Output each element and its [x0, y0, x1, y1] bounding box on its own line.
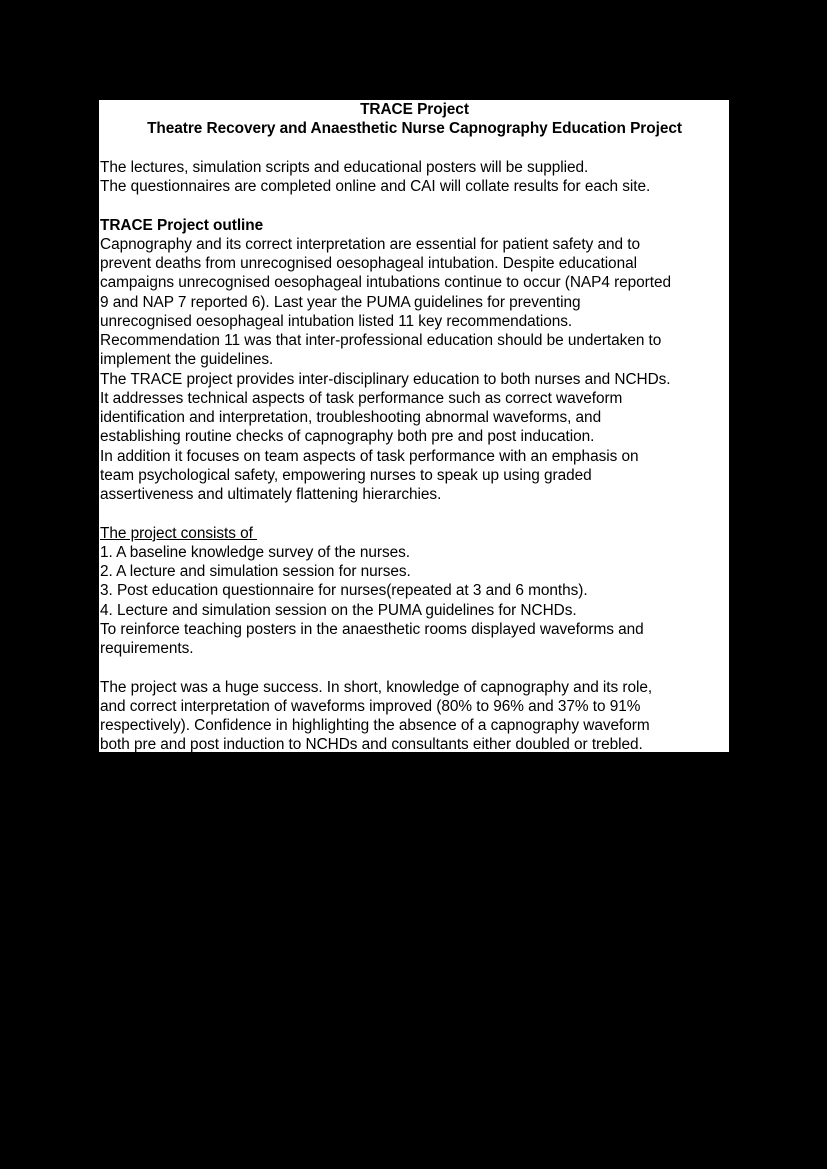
consists-section	[100, 524, 729, 659]
outline-heading: TRACE Project outline	[100, 216, 264, 234]
outline-line: 9 and NAP 7 reported 6). Last year the PUMA guidelines for preventing	[100, 293, 581, 311]
outline-line: implement the guidelines.	[100, 351, 274, 369]
spacer	[100, 658, 729, 677]
results-line: both pre and post induction to NCHDs and consultants either doubled or trebled.	[100, 736, 643, 754]
outline-line: unrecognised oesophageal intubation listed 11 key recommendations.	[100, 312, 573, 330]
intro-line: The questionnaires are completed online and CAI will collate results for each site.	[100, 178, 651, 195]
intro-section	[100, 158, 729, 197]
consists-item: 2. A lecture and simulation session for nurses.	[100, 563, 411, 580]
spacer	[100, 139, 729, 158]
consists-item: 1. A baseline knowledge survey of the nurses.	[100, 543, 411, 561]
consists-item: 4. Lecture and simulation session on the PUMA guidelines for NCHDs.	[100, 601, 577, 619]
intro-line: The lectures, simulation scripts and educational posters will be supplied.	[100, 158, 589, 176]
outline-line: Capnography and its correct interpretation are essential for patient safety and to	[100, 235, 641, 253]
consists-item: To reinforce teaching posters in the anaesthetic rooms displayed waveforms and	[100, 620, 644, 638]
spacer	[100, 196, 729, 215]
outline-line: establishing routine checks of capnography both pre and post inducation.	[100, 428, 595, 446]
document-title: TRACE Project	[360, 101, 469, 118]
outline-line: Recommendation 11 was that inter-professional education should be undertaken to	[100, 332, 662, 349]
results-line: The project was a huge success. In short, knowledge of capnography and its role,	[100, 678, 653, 696]
outline-line: It addresses technical aspects of task performance such as correct waveform	[100, 389, 623, 407]
outline-line: The TRACE project provides inter-disciplinary education to both nurses and NCHDs.	[100, 370, 671, 388]
document-page	[99, 100, 729, 752]
consists-item: 3. Post education questionnaire for nurses(repeated at 3 and 6 months).	[100, 582, 588, 600]
outline-section	[100, 216, 729, 505]
outline-line: identification and interpretation, troubleshooting abnormal waveforms, and	[100, 409, 602, 426]
outline-line: team psychological safety, empowering nurses to speak up using graded	[100, 466, 592, 484]
results-section	[100, 678, 729, 755]
consists-heading: The project consists of	[100, 524, 258, 542]
outline-line: In addition it focuses on team aspects of task performance with an emphasis on	[100, 447, 639, 465]
document-subtitle: Theatre Recovery and Anaesthetic Nurse Capnography Education Project	[147, 120, 682, 138]
spacer	[100, 504, 729, 523]
consists-item: requirements.	[100, 640, 194, 657]
outline-line: prevent deaths from unrecognised oesophageal intubation. Despite educational	[100, 255, 637, 272]
results-line: and correct interpretation of waveforms improved (80% to 96% and 37% to 91%	[100, 697, 641, 715]
results-line: respectively). Confidence in highlighting the absence of a capnography waveform	[100, 717, 650, 734]
outline-line: campaigns unrecognised oesophageal intubations continue to occur (NAP4 reported	[100, 274, 672, 292]
outline-line: assertiveness and ultimately flattening hierarchies.	[100, 486, 442, 503]
